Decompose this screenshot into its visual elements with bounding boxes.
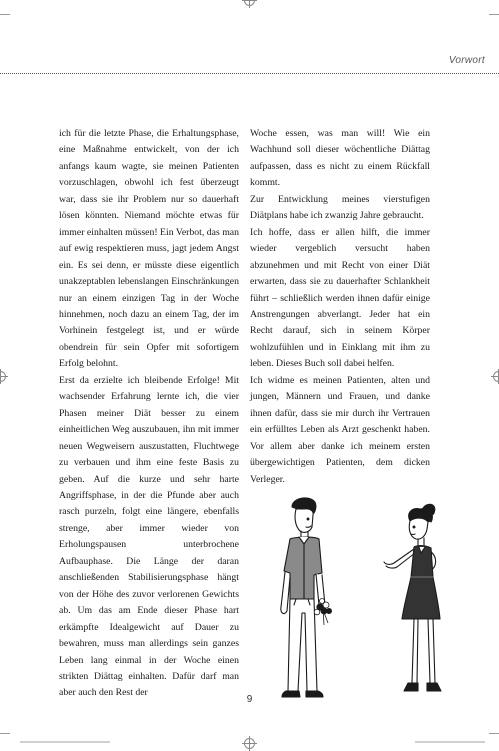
man-figure	[281, 498, 325, 697]
paragraph: Erst da erzielte ich bleibende Erfolge! Mit wachsender Erfahrung lernte ich, die vier Phasen meiner Diät besser zu einem einheitlichen Weg auszubauen, ihn mit immer neuen Wegweisern auszustatten, Fluchtwege zu verbauen und ihm eine feste Basis zu geben. Auf die kurze und sehr harte Angriffsphase, in der die Pfunde aber auch rasch purzeln, folgt eine längere, ebenfalls strenge, aber immer wieder von Erholungspausen unterbrochene Aufbauphase. Die Länge der daran anschließenden Stabilisierungsphase hängt von der Höhe des zuvor verlorenen Gewichts ab. Um das am Ende dieser Phase hart erkämpfte Idealgewicht auf Dauer zu bewahren, muss man allerdings sein ganzes Leben lang einmal in der Woche einen strikten Diättag einhalten. Dafür darf man aber auch den Rest der	[59, 374, 239, 699]
paragraph: ich für die letzte Phase, die Erhaltungsphase, eine Maßnahme entwickelt, von der ich anfangs kaum wagte, sie meinen Patienten vorzuschlagen, obwohl ich fest überzeugt war, dass sie ihr Problem nur so dauerhaft lösen könnten. Niemand möchte etwas für immer einhalten müssen! Ein Verbot, das man auf ewig respektieren muss, jagt jedem Angst ein. Es sei denn, er müsste diese eigentlich unakzeptablen lebenslangen Einschränkungen nur an einem einzigen Tag in der Woche hinnehmen, noch dazu an einem Tag, der im Vorhinein festgelegt ist, und er würde obendrein für sein Opfer mit sofortigem Erfolg belohnt.	[59, 128, 239, 370]
text-column-right	[250, 126, 430, 488]
crop-mark-top-left	[0, 14, 10, 15]
crop-mark-top-right	[489, 14, 499, 15]
slug-line-right	[415, 741, 485, 743]
couple-with-flowers-illustration	[270, 495, 455, 707]
shirt	[284, 537, 322, 599]
text-column-left	[59, 126, 239, 702]
registration-mark-left-icon	[0, 371, 6, 382]
woman-figure	[384, 504, 441, 691]
paragraph: Zur Entwicklung meines vierstufigen Diätplans habe ich zwanzig Jahre gebraucht.	[250, 193, 430, 222]
slug-line-left	[20, 741, 110, 743]
registration-mark-bottom-icon	[244, 738, 255, 749]
crop-mark-bottom-right	[489, 733, 499, 734]
running-header-title: Vorwort	[448, 55, 485, 66]
paragraph: Woche essen, was man will! Wie ein Wachhund soll dieser wöchentliche Diättag aufpassen, dass es nicht zu einem Rückfall kommt.	[250, 128, 430, 189]
page-number: 9	[246, 694, 253, 705]
paragraph: Ich widme es meinen Patienten, alten und jungen, Männern und Frauen, und danke ihnen dafür, dass sie mir durch ihr Vertrauen ein erfülltes Leben als Arzt geschenkt haben. Vor allem aber danke ich meinem ersten übergewichtigen Patienten, dem dicken Verleger.	[250, 374, 430, 485]
crop-mark-bottom-left	[0, 733, 10, 734]
registration-mark-top-icon	[244, 0, 255, 6]
flower-bouquet	[314, 599, 331, 626]
registration-mark-right-icon	[493, 371, 499, 382]
paragraph: Ich hoffe, dass er allen hilft, die immer wieder vergeblich versucht haben abzunehmen und mit Recht von einer Diät erwarten, dass sie zu dauerhafter Schlankheit führt – schließlich werden ihnen dafür einige Anstrengungen abverlangt. Jeder hat ein Recht darauf, sich in seinem Körper wohlzufühlen und in Einklang mit ihm zu leben. Dieses Buch soll dabei helfen.	[250, 226, 430, 370]
header-dotted-rule	[0, 73, 499, 74]
